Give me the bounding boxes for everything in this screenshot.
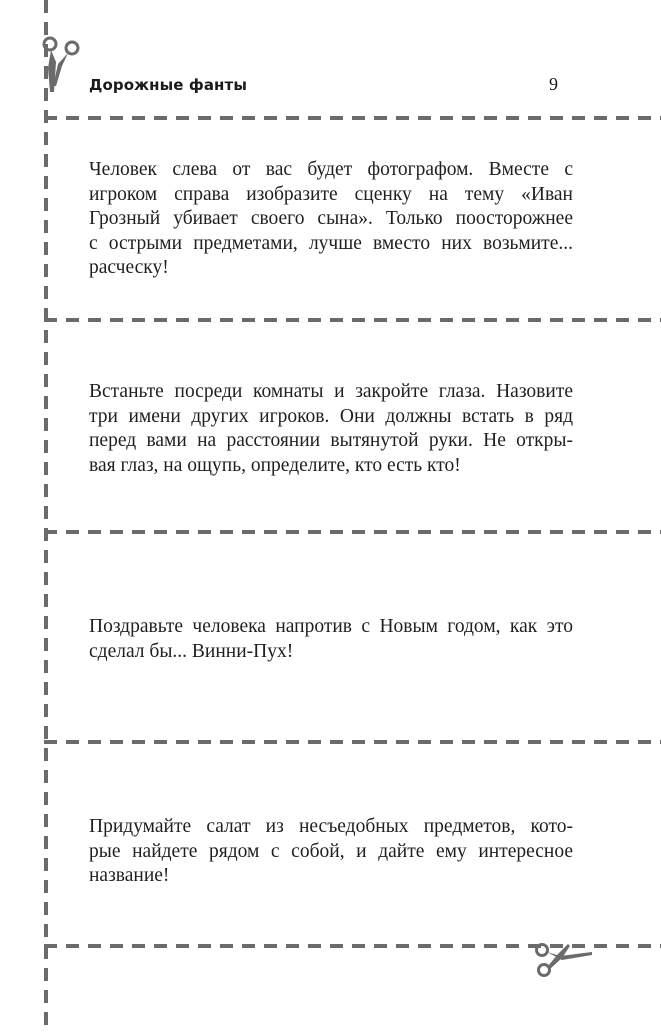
- text-line: три имени других игроков. Они должны встать в ряд: [89, 405, 573, 427]
- text-line: Грозный убивает своего сына». Только поосторожнее: [89, 208, 573, 229]
- text-line: с острыми предметами, лучше вместо них возьмите...: [89, 232, 573, 254]
- vertical-cut-line: [44, 0, 48, 1033]
- scissors-icon: [532, 938, 598, 980]
- page-number: 9: [549, 74, 558, 94]
- forfeit-card-1: [89, 158, 573, 281]
- horizontal-cut-line: [44, 116, 661, 120]
- text-line: Человек слева от вас будет фотографом. Вместе с: [89, 159, 573, 180]
- horizontal-cut-line: [44, 318, 661, 322]
- text-line: рые найдете рядом с собой, и дайте ему интересное: [89, 840, 573, 862]
- scissors-icon: [40, 34, 84, 96]
- text-line: вая глаз, на ощупь, определите, кто есть кто!: [89, 454, 461, 476]
- horizontal-cut-line: [44, 530, 661, 534]
- text-line: сделал бы... Винни-Пух!: [89, 640, 294, 662]
- text-line: Придумайте салат из несъедобных предметов, кото-: [89, 816, 573, 837]
- forfeit-card-2: [89, 380, 573, 478]
- horizontal-cut-line: [44, 740, 661, 744]
- running-header-title: Дорожные фанты: [89, 76, 247, 94]
- forfeit-card-3: [89, 615, 573, 664]
- forfeit-card-4: [89, 815, 573, 889]
- text-line: игроком справа изобразите сценку на тему «Иван: [89, 183, 573, 205]
- text-line: название!: [89, 865, 170, 886]
- text-line: Поздравьте человека напротив с Новым годом, как это: [89, 616, 573, 637]
- text-line: расческу!: [89, 257, 169, 278]
- text-line: Встаньте посреди комнаты и закройте глаза. Назовите: [89, 381, 573, 402]
- text-line: перед вами на расстоянии вытянутой руки. Не откры-: [89, 430, 573, 451]
